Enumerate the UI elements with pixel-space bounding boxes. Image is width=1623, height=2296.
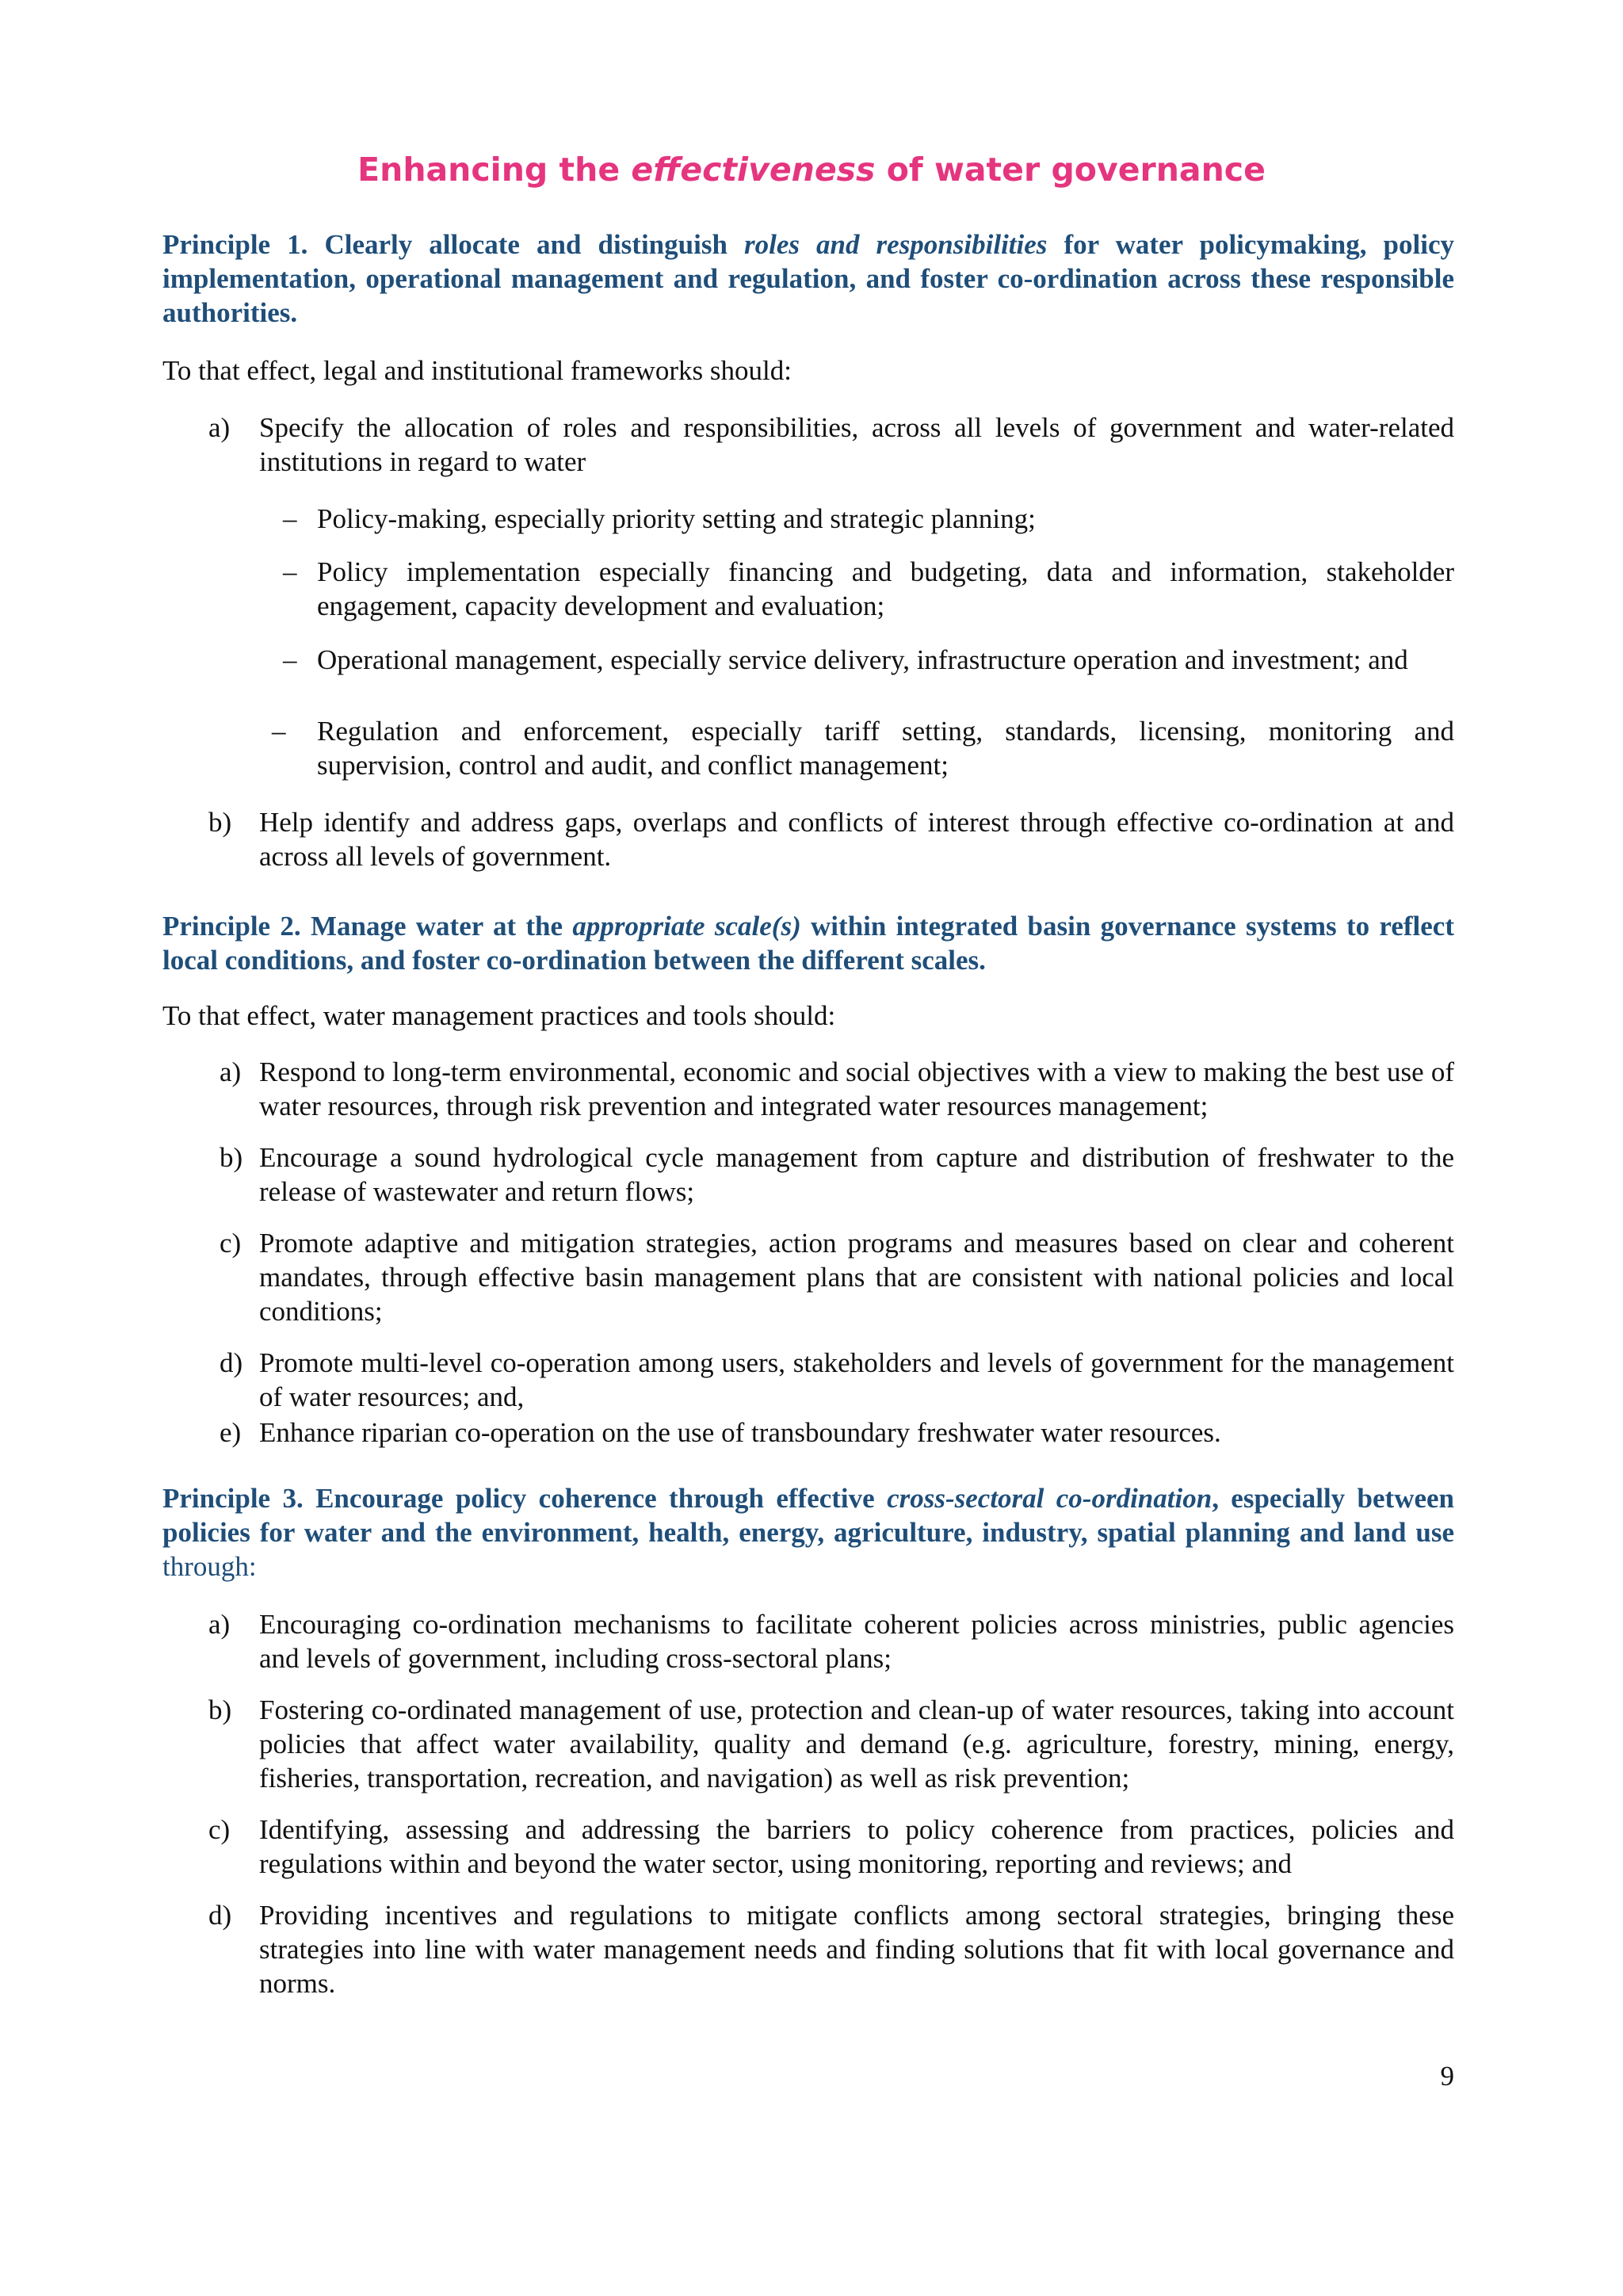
list-item [162,1607,1454,1675]
list-item-text: Enhance riparian co-operation on the use of transboundary freshwater water resources. [259,1417,1221,1448]
sub-item [162,555,1454,623]
list-label: b) [208,807,232,838]
dash-bullet: – [283,644,297,675]
list-label: a) [208,1609,231,1640]
list-label: a) [208,412,231,443]
list-item [162,1140,1454,1209]
sub-item-text: Policy-making, especially priority setting and strategic planning; [317,503,1036,534]
sub-item-text: Policy implementation especially financing and budgeting, data and information, stakeholder engagement, capacity development and evaluation; [317,556,1454,621]
list-item-text: Fostering co-ordinated management of use, protection and clean-up of water resources, taking into account policies that affect water availability, quality and demand (e.g. agriculture, forestry, mining, energy, fisheries, transportation, recreation, and navigation) as well as risk prevention; [259,1694,1454,1794]
list-label: b) [220,1142,243,1173]
list-item-text: Respond to long-term environmental, economic and social objectives with a view to making the best use of water resources, through risk prevention and integrated water resources management; [259,1056,1454,1121]
list-item-text: Identifying, assessing and addressing the barriers to policy coherence from practices, policies and regulations within and beyond the water sector, using monitoring, reporting and reviews; and [259,1814,1454,1879]
list-item-text: Help identify and address gaps, overlaps and conflicts of interest through effective co-ordination at and across all levels of government. [259,807,1454,872]
list-label: c) [208,1814,231,1845]
principle-3-heading: Principle 3. Encourage policy coherence through effective cross-sectoral co-ordination, especially between policies for water and the environment, health, energy, agriculture, industry, spatial planning and land use through: [162,1483,1455,1582]
list-label: d) [208,1900,232,1931]
list-label: e) [220,1417,242,1448]
page-number: 9 [1440,2061,1454,2092]
principle-1-heading: Principle 1. Clearly allocate and distinguish roles and responsibilities for water policymaking, policy implementation, operational management and regulation, and foster co-ordination across these responsible authorities. [162,229,1454,328]
list-item [162,1898,1454,2000]
sub-item-text: Regulation and enforcement, especially tariff setting, standards, licensing, monitoring and supervision, control and audit, and conflict management; [317,716,1454,781]
list-item [162,1055,1454,1123]
list-label: b) [208,1694,232,1725]
dash-bullet: – [283,503,297,534]
list-item [162,1693,1454,1795]
list-item-text: Encourage a sound hydrological cycle management from capture and distribution of freshwater to the release of wastewater and return flows; [259,1142,1454,1207]
list-item [162,1415,1454,1450]
principle-2-heading: Principle 2. Manage water at the appropriate scale(s) within integrated basin governance systems to reflect local conditions, and foster co-ordination between the different scales. [162,911,1454,976]
list-item [162,1226,1454,1328]
dash-bullet: – [272,716,286,747]
sub-item [162,714,1454,782]
list-item-text: Promote multi-level co-operation among users, stakeholders and levels of government for the management of water resources; and, [259,1347,1454,1412]
sub-item-text: Operational management, especially service delivery, infrastructure operation and investment; and [317,644,1408,675]
principle-2-intro: To that effect, water management practices and tools should: [162,1000,836,1031]
list-label: d) [220,1347,243,1378]
principle-1-item-b [162,805,1454,873]
principle-1-intro: To that effect, legal and institutional frameworks should: [162,355,792,386]
list-label: a) [220,1056,242,1087]
principle-1-item-a [162,411,1454,479]
page-title: Enhancing the effectiveness of water governance [357,151,1266,189]
sub-item [162,643,1454,711]
dash-bullet: – [283,556,297,587]
list-item [162,1346,1454,1414]
list-label: c) [220,1228,242,1259]
list-item-text: Providing incentives and regulations to mitigate conflicts among sectoral strategies, bringing these strategies into line with water management needs and finding solutions that fit with local governance and norms. [259,1900,1454,1999]
list-item [162,1813,1454,1881]
list-item-text: Promote adaptive and mitigation strategies, action programs and measures based on clear and coherent mandates, through effective basin management plans that are consistent with national policies and local conditions; [259,1228,1454,1327]
list-item-text: Encouraging co-ordination mechanisms to facilitate coherent policies across ministries, public agencies and levels of government, including cross-sectoral plans; [259,1609,1454,1674]
sub-item [162,502,1454,536]
list-item-text: Specify the allocation of roles and responsibilities, across all levels of government and water-related institutions in regard to water [259,412,1454,477]
